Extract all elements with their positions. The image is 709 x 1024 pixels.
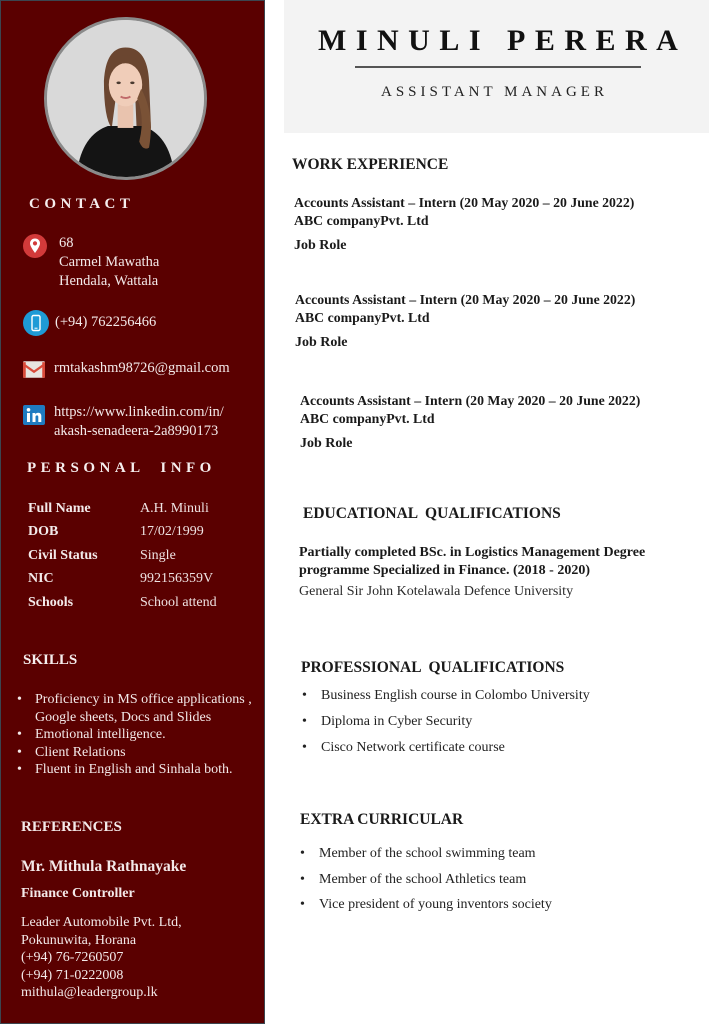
reference-email[interactable]: mithula@leadergroup.lk — [21, 985, 158, 1000]
education-entry — [299, 544, 699, 600]
phone-number[interactable]: (+94) 762256466 — [55, 314, 157, 330]
job-company: ABC companyPvt. Ltd — [300, 410, 435, 426]
job-title: Accounts Assistant – Intern (20 May 2020 – 20 June 2022) — [294, 195, 635, 210]
degree-line-1: Partially completed BSc. in Logistics Management Degree — [299, 545, 646, 560]
job-entry — [294, 194, 694, 254]
education-heading: EDUCATIONAL QUALIFICATIONS — [303, 505, 561, 522]
header-divider — [355, 66, 641, 68]
personal-info-label: DOB — [28, 524, 59, 540]
linkedin-icon — [23, 405, 45, 425]
personal-info-value: Single — [140, 547, 176, 563]
work-experience-heading: WORK EXPERIENCE — [292, 156, 449, 173]
address-line-3: Hendala, Wattala — [59, 273, 159, 289]
professional-qualifications-heading: PROFESSIONAL QUALIFICATIONS — [301, 659, 565, 676]
job-role: Job Role — [294, 238, 347, 253]
contact-address — [23, 234, 159, 291]
professional-qualifications-list — [302, 688, 590, 766]
skill-item: • Proficiency in MS office applications , Google sheets, Docs and Slides — [17, 691, 262, 726]
contact-email — [23, 359, 230, 378]
skills-list — [17, 691, 262, 779]
personal-info-row — [28, 521, 217, 545]
skill-item: • Fluent in English and Sinhala both. — [17, 761, 262, 779]
reference-phone-1[interactable]: (+94) 76-7260507 — [21, 950, 124, 965]
professional-qualification-item: • Diploma in Cyber Security — [302, 714, 590, 740]
reference-phone-2[interactable]: (+94) 71-0222008 — [21, 967, 124, 983]
extra-curricular-item: • Vice president of young inventors society — [300, 897, 552, 923]
personal-info-table — [28, 497, 217, 615]
linkedin-url-line-1[interactable]: https://www.linkedin.com/in/ — [54, 404, 224, 420]
personal-info-label: Civil Status — [28, 547, 98, 563]
resume-header — [284, 0, 709, 133]
contact-phone — [23, 310, 156, 336]
personal-info-label: NIC — [28, 571, 54, 587]
address-line-2: Carmel Mawatha — [59, 254, 160, 270]
personal-info-value: A.H. Minuli — [140, 500, 209, 516]
skill-item: • Client Relations — [17, 744, 262, 762]
personal-info-value: School attend — [140, 594, 217, 610]
reference-name: Mr. Mithula Rathnayake — [21, 858, 187, 875]
references-heading: REFERENCES — [21, 819, 122, 835]
job-entry — [295, 291, 695, 351]
personal-info-value: 992156359V — [140, 571, 214, 587]
profile-photo — [44, 17, 207, 180]
personal-info-row — [28, 497, 217, 521]
address-line-1: 68 — [59, 235, 74, 251]
profile-photo-image — [47, 20, 204, 177]
candidate-name: MINULI PERERA — [318, 24, 688, 57]
skills-heading: SKILLS — [23, 652, 78, 668]
extra-curricular-item: • Member of the school swimming team — [300, 846, 552, 872]
extra-curricular-heading: EXTRA CURRICULAR — [300, 811, 464, 828]
location-pin-icon — [23, 234, 47, 258]
degree-line-2: programme Specialized in Finance. (2018 - 2020) — [299, 562, 590, 578]
contact-heading: CONTACT — [29, 196, 135, 212]
job-title: Accounts Assistant – Intern (20 May 2020 – 20 June 2022) — [300, 393, 641, 408]
extra-curricular-item: • Member of the school Athletics team — [300, 872, 552, 898]
contact-linkedin — [23, 403, 224, 441]
reference-role: Finance Controller — [21, 886, 135, 901]
professional-qualification-item: • Business English course in Colombo University — [302, 688, 590, 714]
university-name: General Sir John Kotelawala Defence University — [299, 584, 574, 599]
references-section — [21, 819, 261, 1002]
job-role: Job Role — [300, 436, 353, 451]
job-company: ABC companyPvt. Ltd — [295, 309, 430, 325]
extra-curricular-list — [300, 846, 552, 923]
job-title: Accounts Assistant – Intern (20 May 2020 – 20 June 2022) — [295, 292, 636, 307]
job-role: Job Role — [295, 335, 348, 350]
gmail-icon — [23, 361, 45, 378]
mobile-phone-icon — [23, 310, 49, 336]
personal-info-row — [28, 544, 217, 568]
job-entry — [300, 392, 700, 452]
email-address[interactable]: rmtakashm98726@gmail.com — [54, 360, 230, 376]
candidate-title: ASSISTANT MANAGER — [381, 84, 608, 100]
personal-info-label: Full Name — [28, 500, 91, 516]
personal-info-value: 17/02/1999 — [140, 524, 204, 540]
personal-info-row — [28, 568, 217, 592]
personal-info-heading: PERSONAL INFO — [27, 460, 216, 476]
linkedin-url-line-2[interactable]: akash-senadeera-2a8990173 — [54, 423, 219, 439]
skill-item: • Emotional intelligence. — [17, 726, 262, 744]
job-company: ABC companyPvt. Ltd — [294, 212, 429, 228]
reference-company: Leader Automobile Pvt. Ltd, — [21, 915, 182, 930]
sidebar — [0, 0, 265, 1024]
personal-info-row — [28, 591, 217, 615]
personal-info-label: Schools — [28, 594, 74, 610]
reference-address: Pokunuwita, Horana — [21, 932, 137, 948]
professional-qualification-item: • Cisco Network certificate course — [302, 740, 590, 766]
